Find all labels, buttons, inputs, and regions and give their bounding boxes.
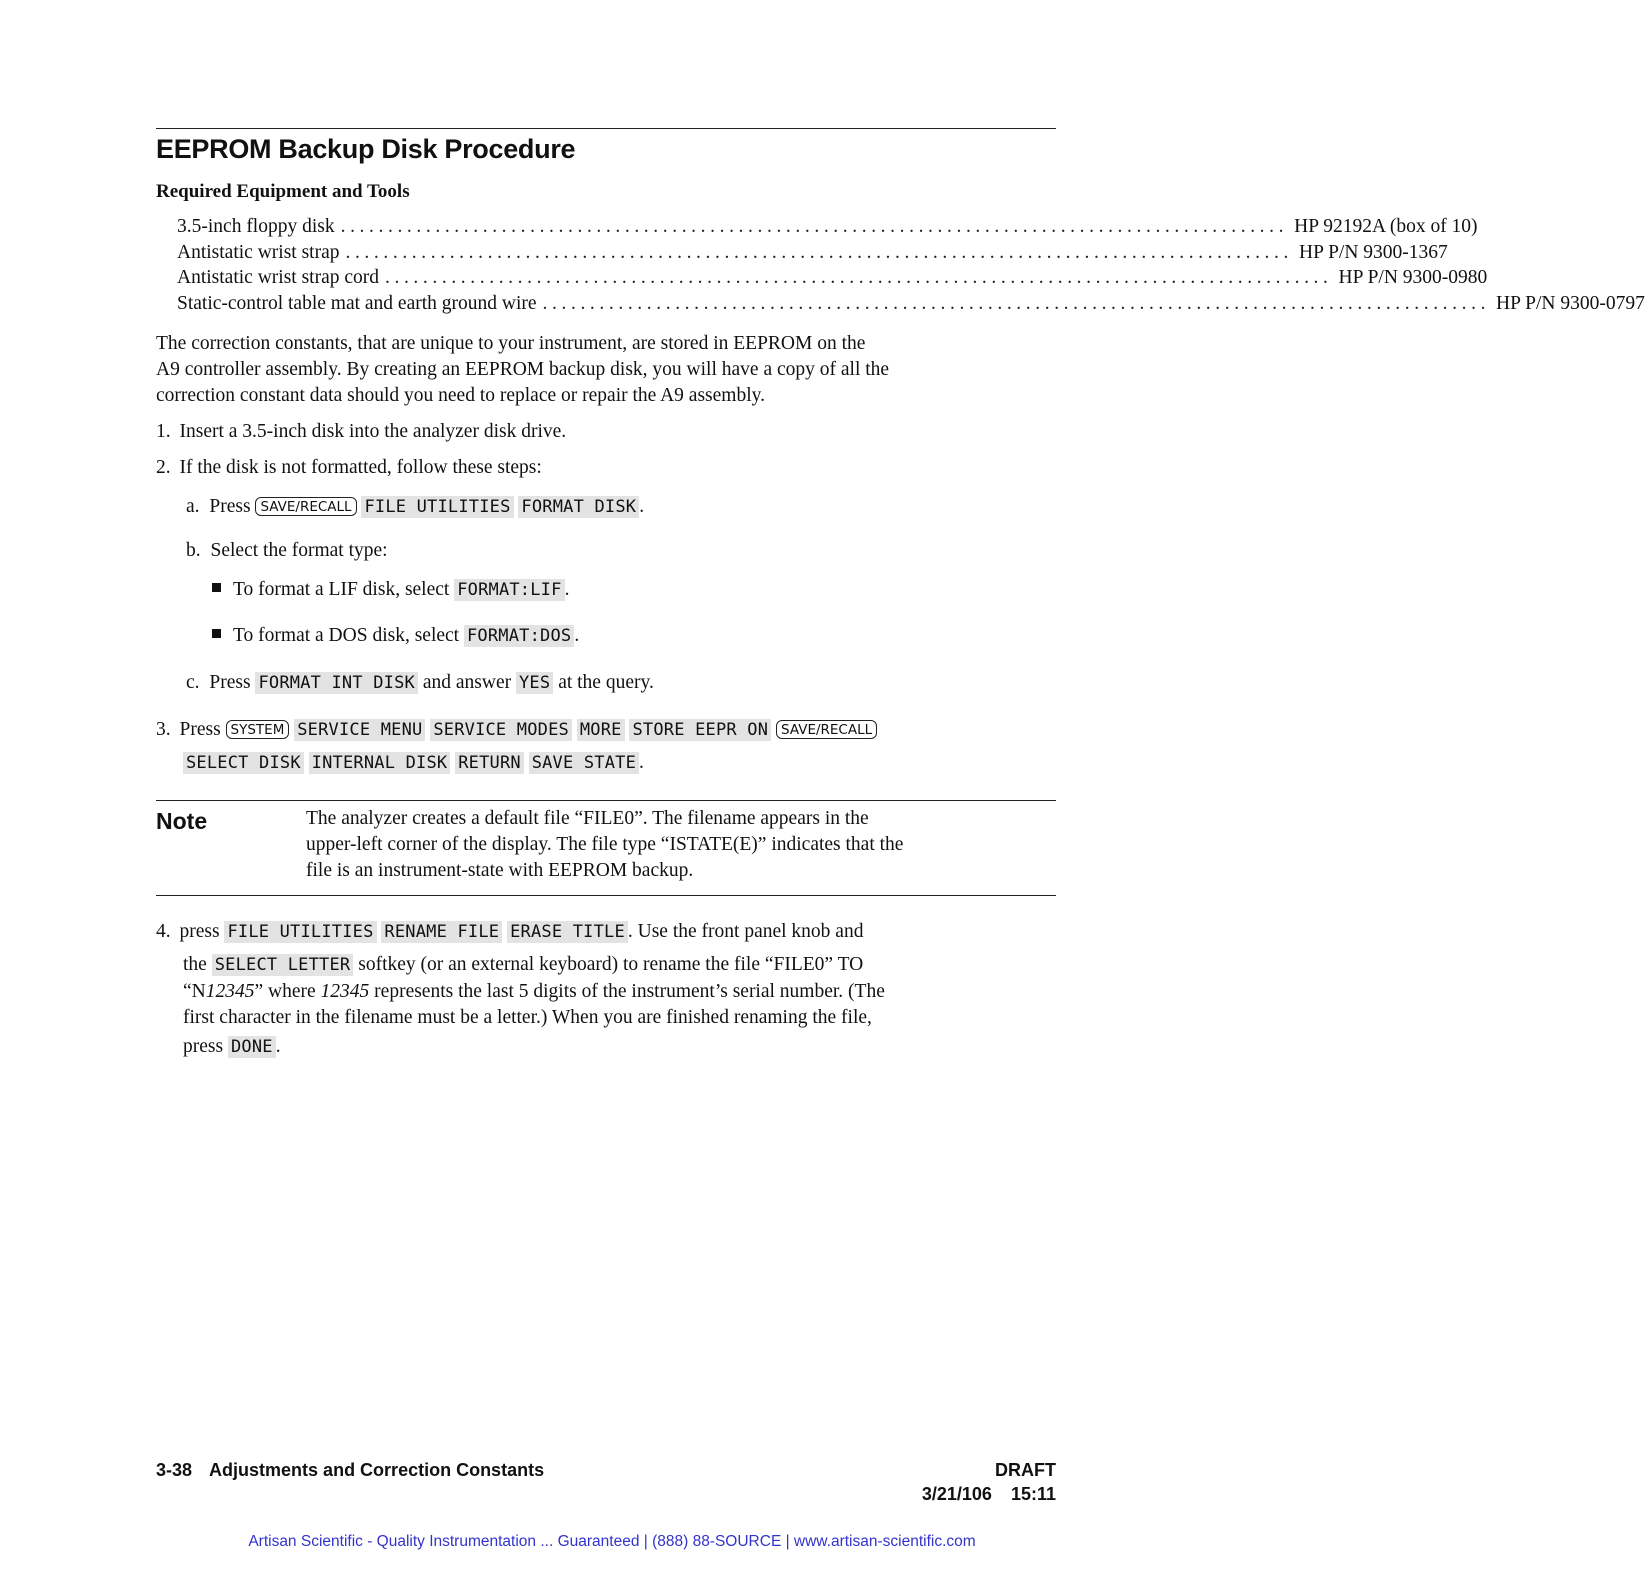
bullet-square xyxy=(212,629,221,638)
equipment-row xyxy=(177,241,1448,268)
save-state-softkey: SAVE STATE xyxy=(529,752,639,774)
step-3-line2 xyxy=(183,752,644,774)
equipment-part-number: HP P/N 9300-0980 xyxy=(1338,267,1488,289)
dot-leader: .................................................................................................... xyxy=(345,241,1293,263)
draft-date-time xyxy=(922,1484,1056,1505)
return-softkey: RETURN xyxy=(455,752,524,774)
equipment-row xyxy=(177,216,1478,242)
period: . xyxy=(275,1036,281,1057)
step-2c xyxy=(186,672,654,694)
step-4-line1 xyxy=(156,921,863,943)
step-number: 1. xyxy=(156,421,171,442)
step-3-line1 xyxy=(156,719,877,741)
step-4-text: softkey (or an external keyboard) to rename the file “FILE0” TO xyxy=(358,954,864,975)
draft-label: DRAFT xyxy=(995,1460,1056,1480)
quote-n: “N xyxy=(183,981,206,1002)
equipment-name: 3.5-inch floppy disk xyxy=(177,216,335,237)
dot-leader: .................................................................................................... xyxy=(385,267,1333,289)
equipment-name: Antistatic wrist strap cord xyxy=(177,267,379,289)
substep-label: c. xyxy=(186,672,200,693)
yes-softkey: YES xyxy=(516,672,553,694)
note-line: upper-left corner of the display. The file type “ISTATE(E)” indicates that the xyxy=(306,834,904,855)
bullet-text: To format a LIF disk, select xyxy=(233,579,450,600)
step-number: 2. xyxy=(156,457,171,478)
bullet-square xyxy=(212,583,221,592)
footer-left xyxy=(156,1460,544,1481)
step-4-line5 xyxy=(183,1036,281,1058)
step-2a xyxy=(186,496,644,518)
required-equipment-heading: Required Equipment and Tools xyxy=(156,181,410,202)
service-modes-softkey: SERVICE MODES xyxy=(430,719,572,741)
equipment-name: Static-control table mat and earth ground wire xyxy=(177,292,537,314)
period: . xyxy=(564,579,570,600)
file-utilities-softkey: FILE UTILITIES xyxy=(361,496,513,518)
note-line: file is an instrument-state with EEPROM backup. xyxy=(306,860,694,881)
note-bottom-rule xyxy=(156,895,1056,896)
press-text: press xyxy=(179,921,220,942)
page-title: EEPROM Backup Disk Procedure xyxy=(156,134,576,164)
and-answer-text: and answer xyxy=(422,672,512,693)
step-4-text: first character in the filename must be a letter.) When you are finished renaming the file, xyxy=(183,1007,872,1028)
step-2b xyxy=(186,540,388,562)
top-rule xyxy=(156,128,1056,129)
erase-title-softkey: ERASE TITLE xyxy=(507,921,628,943)
substep-label: b. xyxy=(186,540,201,561)
footer-right xyxy=(922,1460,1056,1505)
press-text: Press xyxy=(209,496,251,517)
section-title: Adjustments and Correction Constants xyxy=(209,1460,545,1480)
period: . xyxy=(639,496,645,517)
note-line: The analyzer creates a default file “FILE0”. The filename appears in the xyxy=(306,808,869,829)
press-text: press xyxy=(183,1036,224,1057)
bullet-text: To format a DOS disk, select xyxy=(233,625,460,646)
select-disk-softkey: SELECT DISK xyxy=(183,752,304,774)
press-text: Press xyxy=(209,672,251,693)
step-text: If the disk is not formatted, follow these steps: xyxy=(179,457,542,478)
period: . xyxy=(639,752,644,773)
step-2 xyxy=(156,457,542,479)
draft-date: 3/21/106 xyxy=(921,1484,992,1504)
step-4-line2 xyxy=(183,954,863,976)
save-recall-key: SAVE/RECALL xyxy=(776,720,877,739)
format-lif-softkey: FORMAT:LIF xyxy=(454,579,564,601)
note-label: Note xyxy=(156,808,208,834)
equipment-name: Antistatic wrist strap xyxy=(177,241,340,263)
page-number: 3-38 xyxy=(156,1460,193,1480)
equipment-part-number: HP P/N 9300-0797 xyxy=(1496,292,1645,314)
the-text: the xyxy=(183,954,207,975)
rename-file-softkey: RENAME FILE xyxy=(381,921,502,943)
bullet-dos xyxy=(212,625,579,647)
press-text: Press xyxy=(179,719,221,740)
step-4-line3 xyxy=(183,981,885,1003)
step-number: 4. xyxy=(156,921,171,942)
equipment-row xyxy=(177,267,1488,293)
equipment-part-number: HP 92192A (box of 10) xyxy=(1294,216,1478,237)
serial-placeholder: 12345 xyxy=(320,981,370,1002)
note-top-rule xyxy=(156,800,1056,801)
dot-leader: .................................................................................................... xyxy=(340,216,1289,237)
substep-label: a. xyxy=(186,496,200,517)
select-letter-softkey: SELECT LETTER xyxy=(212,954,354,976)
format-dos-softkey: FORMAT:DOS xyxy=(464,625,574,647)
equipment-row xyxy=(177,292,1645,319)
step-4-text: represents the last 5 digits of the instrument’s serial number. (The xyxy=(374,981,885,1002)
where-text: ” where xyxy=(254,981,316,1002)
intro-paragraph xyxy=(156,331,889,409)
file-utilities-softkey: FILE UTILITIES xyxy=(224,921,376,943)
step-number: 3. xyxy=(156,719,171,740)
intro-line: correction constant data should you need to replace or repair the A9 assembly. xyxy=(156,385,765,406)
step-4-text: . Use the front panel knob and xyxy=(627,921,864,942)
more-softkey: MORE xyxy=(577,719,625,741)
service-menu-softkey: SERVICE MENU xyxy=(294,719,425,741)
system-key: SYSTEM xyxy=(226,720,290,739)
format-int-disk-softkey: FORMAT INT DISK xyxy=(255,672,418,694)
format-disk-softkey: FORMAT DISK xyxy=(518,496,639,518)
done-softkey: DONE xyxy=(228,1036,276,1058)
step-1 xyxy=(156,421,566,443)
substep-text: Select the format type: xyxy=(210,540,388,561)
period: . xyxy=(574,625,580,646)
artisan-banner-link[interactable]: Artisan Scientific - Quality Instrumentation ... Guaranteed | (888) 88-SOURCE | www.artisan-scientific.com xyxy=(248,1533,976,1550)
internal-disk-softkey: INTERNAL DISK xyxy=(309,752,451,774)
draft-time: 15:11 xyxy=(1010,1484,1056,1504)
intro-line: A9 controller assembly. By creating an EEPROM backup disk, you will have a copy of all the xyxy=(156,359,890,380)
intro-line: The correction constants, that are unique to your instrument, are stored in EEPROM on the xyxy=(156,333,866,354)
step-text: Insert a 3.5-inch disk into the analyzer disk drive. xyxy=(179,421,567,442)
save-recall-key: SAVE/RECALL xyxy=(255,497,356,516)
equipment-list xyxy=(177,216,1645,318)
serial-placeholder: 12345 xyxy=(205,981,255,1002)
step-4-line4 xyxy=(183,1007,872,1029)
note-text xyxy=(306,806,903,884)
equipment-part-number: HP P/N 9300-1367 xyxy=(1298,241,1448,263)
at-query-text: at the query. xyxy=(558,672,654,693)
dot-leader: .................................................................................................... xyxy=(542,292,1491,314)
bullet-lif xyxy=(212,579,569,601)
store-eepr-on-softkey: STORE EEPR ON xyxy=(629,719,771,741)
